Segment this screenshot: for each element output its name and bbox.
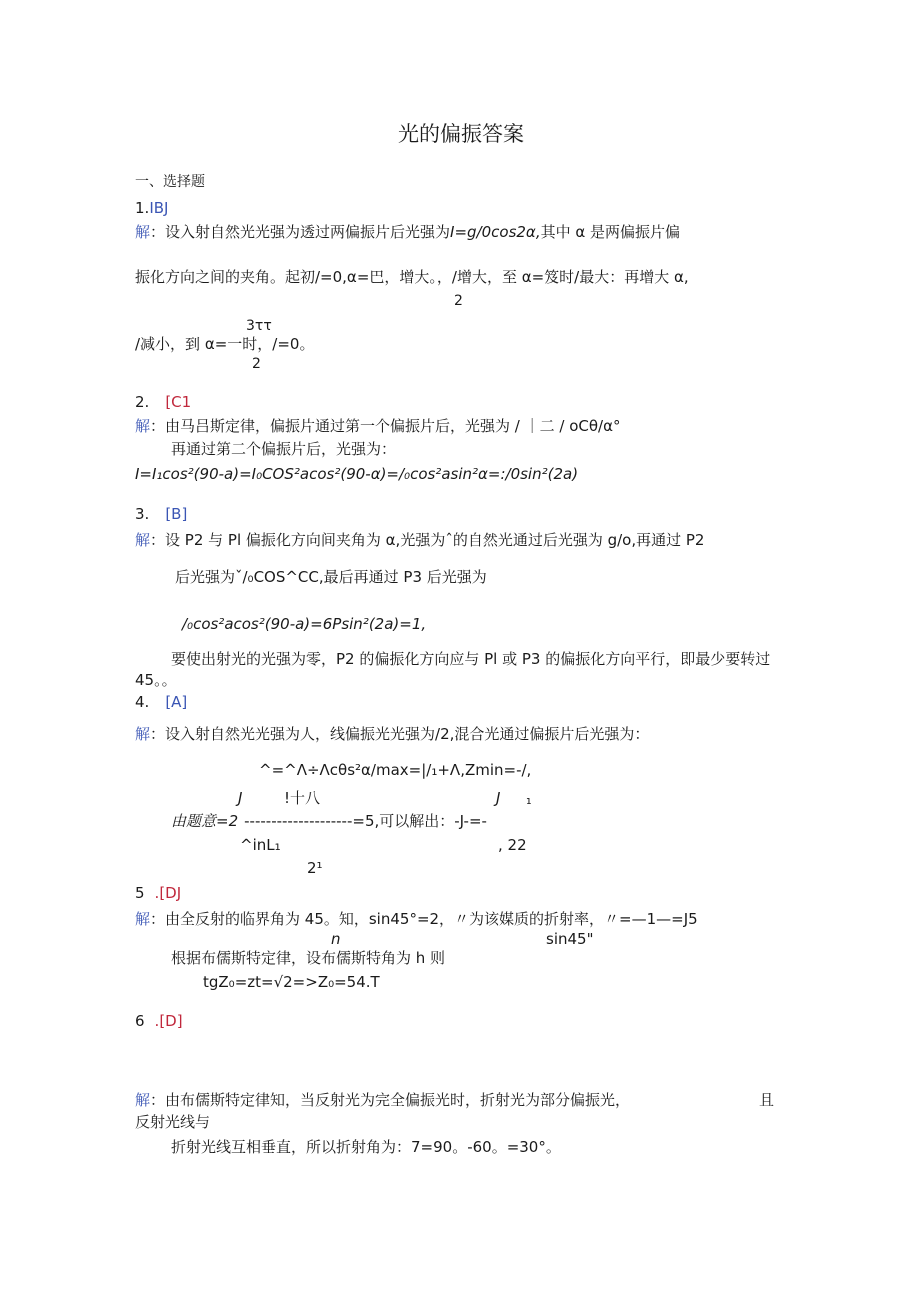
q4-formula: ^=^Λ÷Λcθs²α/max=|/₁+Λ,Zmin=-/, xyxy=(259,761,532,779)
q5-formula: tgZ₀=zt=√2=>Z₀=54.T xyxy=(203,973,380,991)
q1-formula: I=g/0cos2α, xyxy=(450,223,541,241)
q1-answer: IBJ xyxy=(149,199,169,217)
q2-line1: 解：由马吕斯定律，偏振片通过第一个偏振片后，光强为 / ｜二 / oCθ/α° xyxy=(135,417,621,435)
q2-answer: [C1 xyxy=(165,393,192,411)
q3-line1: 解：设 P2 与 Pl 偏振化方向间夹角为 α,光强为ˆ的自然光通过后光强为 g/o,再通过 P2 xyxy=(135,531,705,549)
q2-solution-label: 解 xyxy=(135,417,151,435)
q4-fraction-bottom-right: , 22 xyxy=(498,836,527,854)
q6-line2: 反射光线与 xyxy=(135,1113,211,1131)
q2-line2: 再通过第二个偏振片后，光强为： xyxy=(171,440,397,458)
q1-solution-label: 解 xyxy=(135,223,151,241)
q1-header xyxy=(135,198,168,218)
q4-line1: 解：设入射自然光光强为人，线偏振光光强为/2,混合光通过偏振片后光强为： xyxy=(135,725,650,743)
q4-fraction-base: 2¹ xyxy=(307,859,323,877)
q1-line2-denominator: 2 xyxy=(454,293,463,309)
q5-number: 5 xyxy=(135,884,145,902)
q4-fraction-j2: J xyxy=(496,789,501,807)
q5-n-label: n xyxy=(331,930,341,948)
q3-line4: 要使出射光的光强为零，P2 的偏振化方向应与 Pl 或 P3 的偏振化方向平行，即最少要转过 xyxy=(171,650,771,668)
q5-answer: .[DJ xyxy=(154,884,182,902)
q6-number: 6 xyxy=(135,1012,145,1030)
q4-solution-label: 解 xyxy=(135,725,151,743)
q4-fraction-sub: ₁ xyxy=(526,792,532,808)
q5-header xyxy=(135,883,181,903)
q4-fraction-bottom: ^inL₁ xyxy=(240,836,281,854)
q3-number: 3. xyxy=(135,505,150,523)
q3-line2: 后光强为ˇ/₀COS^CC,最后再通过 P3 后光强为 xyxy=(175,568,487,586)
q6-header xyxy=(135,1011,183,1031)
q1-fraction-denominator: 2 xyxy=(252,356,261,372)
q1-fraction-numerator: 3ττ xyxy=(246,318,272,334)
q4-fraction-j1: J xyxy=(238,789,243,807)
q1-line3: /减小，到 α=一时，/=0。 xyxy=(135,335,315,353)
q6-line1: 解：由布儒斯特定律知，当反射光为完全偏振光时，折射光为部分偏振光， xyxy=(135,1091,631,1109)
q3-header xyxy=(135,504,187,524)
q1-line1: 解：设入射自然光光强为透过两偏振片后光强为I=g/0cos2α,其中 α 是两偏振片偏 xyxy=(135,223,681,241)
q2-number: 2. xyxy=(135,393,150,411)
q5-solution-label: 解 xyxy=(135,910,151,928)
q4-answer: [A] xyxy=(165,693,188,711)
q3-answer: [B] xyxy=(165,505,188,523)
q5-line1: 解：由全反射的临界角为 45。知，sin45°=2，〃为该媒质的折射率，〃=—1—=J5 xyxy=(135,910,698,928)
q2-header xyxy=(135,392,191,412)
q4-condition-label: 由题意=2 xyxy=(171,812,239,830)
q3-formula: /₀cos²acos²(90-a)=6Psin²(2a)=1, xyxy=(182,615,427,633)
q6-solution-label: 解 xyxy=(135,1091,151,1109)
q5-line3: 根据布儒斯特定律，设布儒斯特角为 h 则 xyxy=(171,949,446,967)
q4-fraction-top: !十八 xyxy=(284,789,321,807)
q4-header xyxy=(135,692,187,712)
q3-line5: 45。。 xyxy=(135,671,177,689)
q4-condition xyxy=(171,811,487,831)
q2-formula: I=I₁cos²(90-a)=I₀COS²acos²(90-α)=/₀cos²asin²α=:/0sin²(2a) xyxy=(135,465,579,483)
q6-line3: 折射光线互相垂直，所以折射角为：7=90。-60。=30°。 xyxy=(171,1138,561,1156)
q3-solution-label: 解 xyxy=(135,531,151,549)
q6-answer: .[D] xyxy=(154,1012,183,1030)
section-heading: 一、选择题 xyxy=(135,174,205,190)
q5-sin-label: sin45" xyxy=(546,930,594,948)
q1-number: 1. xyxy=(135,199,150,217)
q4-number: 4. xyxy=(135,693,150,711)
q4-condition-rest: --------------------=5,可以解出：-J-=- xyxy=(244,812,487,830)
page-title: 光的偏振答案 xyxy=(398,122,524,146)
q6-line1-end: 且 xyxy=(759,1091,775,1109)
q1-line2: 振化方向之间的夹角。起初/=0,α=巴，增大。，/增大，至 α=笈时/最大：再增大 α, xyxy=(135,268,689,286)
